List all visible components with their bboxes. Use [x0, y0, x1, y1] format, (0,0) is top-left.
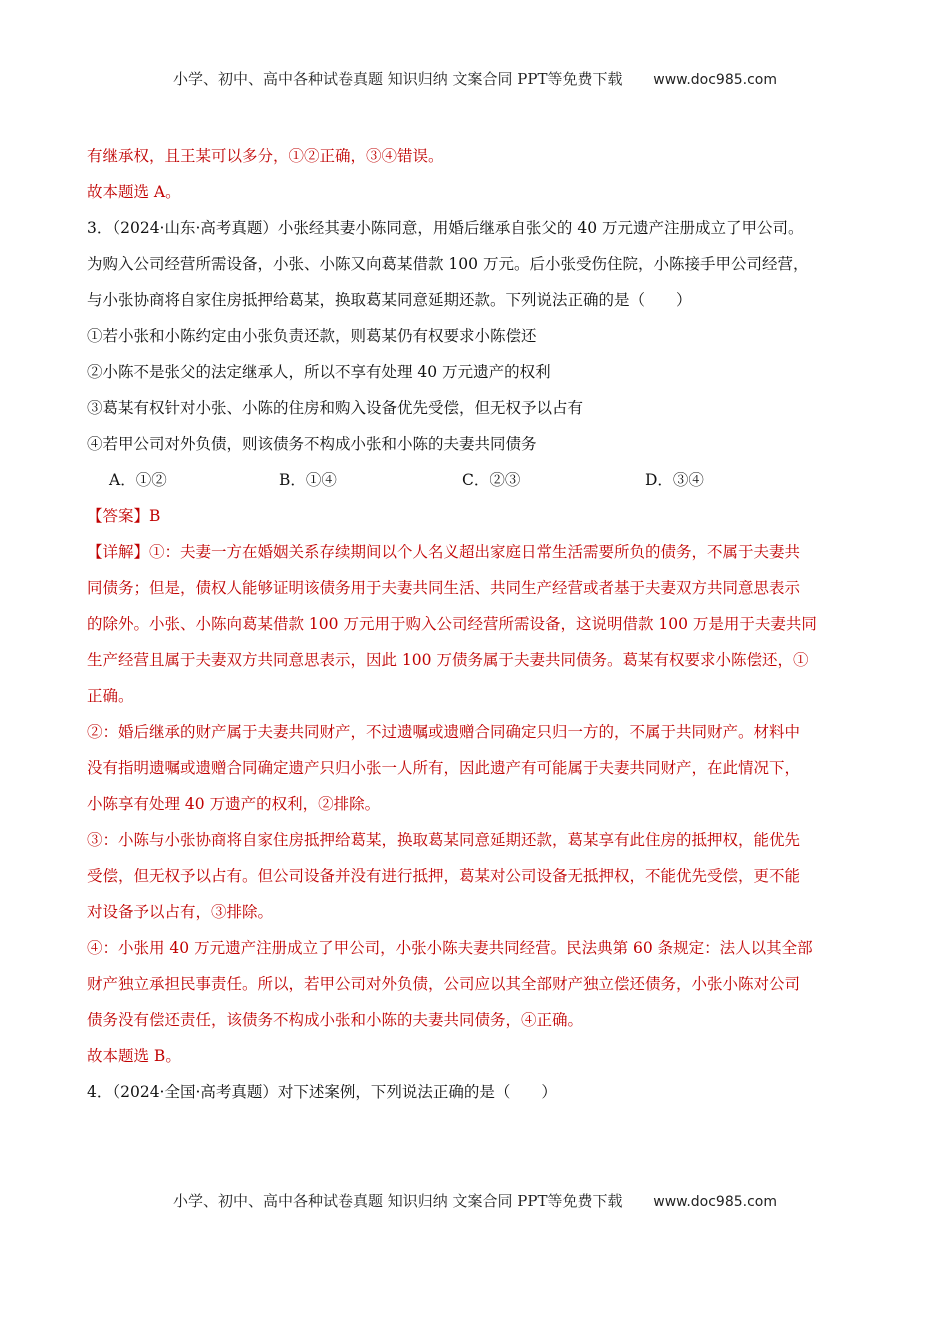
q3-statement: ②小陈不是张父的法定继承人，所以不享有处理 40 万元遗产的权利	[87, 363, 551, 381]
q3-options	[87, 462, 863, 498]
prev-conclusion: 故本题选 A。	[87, 183, 181, 201]
q3-stem-line: 与小张协商将自家住房抵押给葛某，换取葛某同意延期还款。下列说法正确的是（ ）	[87, 291, 692, 309]
header-text: 小学、初中、高中各种试卷真题 知识归纳 文案合同 PPT等免费下载	[172, 70, 623, 88]
footer-text: 小学、初中、高中各种试卷真题 知识归纳 文案合同 PPT等免费下载	[172, 1192, 623, 1210]
option-c: C．②③	[462, 471, 521, 489]
explanation-line: 【详解】①：夫妻一方在婚姻关系存续期间以个人名义超出家庭日常生活需要所负的债务，不属于夫妻共	[87, 543, 801, 561]
explanation-line: 对设备予以占有，③排除。	[87, 903, 274, 921]
document-body	[87, 138, 863, 1110]
option-a: A．①②	[109, 471, 167, 489]
q3-stem-line: 3．（2024·山东·高考真题）小张经其妻小陈同意，用婚后继承自张父的 40 万元遗产注册成立了甲公司。	[87, 219, 804, 237]
prev-answer-tail: 有继承权，且王某可以多分，①②正确，③④错误。	[87, 147, 444, 165]
explanation-line: 债务没有偿还责任，该债务不构成小张和小陈的夫妻共同债务，④正确。	[87, 1011, 584, 1029]
q4-stem: 4．（2024·全国·高考真题）对下述案例，下列说法正确的是（ ）	[87, 1083, 557, 1101]
option-d: D．③④	[645, 471, 704, 489]
explanation-line: 的除外。小张、小陈向葛某借款 100 万元用于购入公司经营所需设备，这说明借款 100 万是用于夫妻共同	[87, 615, 817, 633]
explanation-line: 生产经营且属于夫妻双方共同意思表示，因此 100 万债务属于夫妻共同债务。葛某有权要求小陈偿还，①	[87, 651, 809, 669]
explanation-line: ④：小张用 40 万元遗产注册成立了甲公司，小张小陈夫妻共同经营。民法典第 60 条规定：法人以其全部	[87, 939, 813, 957]
page-header	[0, 68, 950, 89]
option-b: B．①④	[279, 471, 337, 489]
q3-stem-line: 为购入公司经营所需设备，小张、小陈又向葛某借款 100 万元。后小张受伤住院，小陈接手甲公司经营，	[87, 255, 809, 273]
explanation-line: 小陈享有处理 40 万遗产的权利，②排除。	[87, 795, 381, 813]
q3-statement: ①若小张和小陈约定由小张负责还款，则葛某仍有权要求小陈偿还	[87, 327, 537, 345]
explanation-line: ③：小陈与小张协商将自家住房抵押给葛某，换取葛某同意延期还款，葛某享有此住房的抵押权，能优先	[87, 831, 801, 849]
header-url[interactable]: www.doc985.com	[653, 72, 778, 88]
q3-conclusion: 故本题选 B。	[87, 1047, 181, 1065]
q3-statement: ③葛某有权针对小张、小陈的住房和购入设备优先受偿，但无权予以占有	[87, 399, 584, 417]
explanation-line: 同债务；但是，债权人能够证明该债务用于夫妻共同生活、共同生产经营或者基于夫妻双方共同意思表示	[87, 579, 801, 597]
explanation-line: ②：婚后继承的财产属于夫妻共同财产，不过遗嘱或遗赠合同确定只归一方的，不属于共同财产。材料中	[87, 723, 801, 741]
explanation-line: 财产独立承担民事责任。所以，若甲公司对外负债，公司应以其全部财产独立偿还债务，小张小陈对公司	[87, 975, 801, 993]
q3-statement: ④若甲公司对外负债，则该债务不构成小张和小陈的夫妻共同债务	[87, 435, 537, 453]
page-footer	[0, 1190, 950, 1211]
explanation-line: 正确。	[87, 687, 134, 705]
q3-answer: 【答案】B	[87, 507, 161, 525]
explanation-line: 受偿，但无权予以占有。但公司设备并没有进行抵押，葛某对公司设备无抵押权，不能优先受偿，更不能	[87, 867, 801, 885]
explanation-line: 没有指明遗嘱或遗赠合同确定遗产只归小张一人所有，因此遗产有可能属于夫妻共同财产，在此情况下，	[87, 759, 801, 777]
footer-url[interactable]: www.doc985.com	[653, 1194, 778, 1210]
